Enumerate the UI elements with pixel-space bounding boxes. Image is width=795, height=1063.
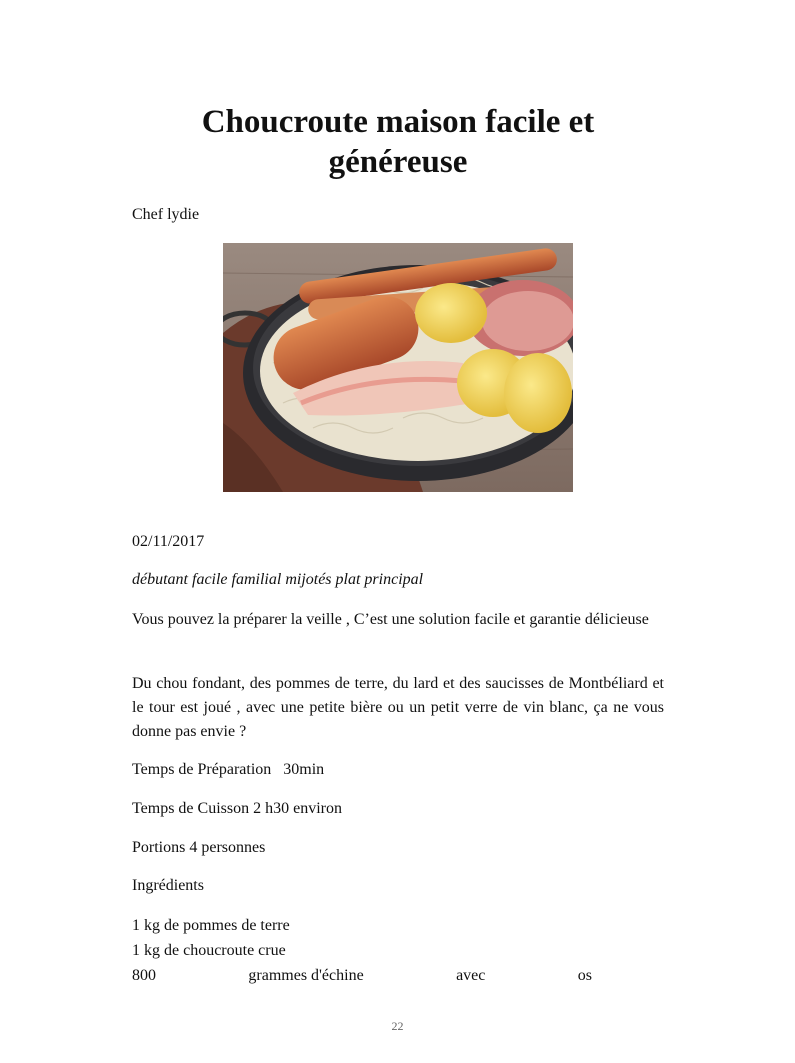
dish-photo bbox=[223, 243, 573, 492]
ingredient-item bbox=[132, 967, 592, 985]
page-number: 22 bbox=[391, 1019, 404, 1033]
ingredient-item: 1 kg de pommes de terre bbox=[132, 917, 290, 934]
recipe-tags: débutant facile familial mijotés plat principal bbox=[132, 571, 424, 588]
ingredients-heading: Ingrédients bbox=[132, 877, 204, 894]
intro-paragraph: Vous pouvez la préparer la veille , C’est une solution facile et garantie délicieuse bbox=[132, 611, 649, 628]
description-paragraph: Du chou fondant, des pommes de terre, du lard et des saucisses de Montbéliard et le tour est joué , avec une petite bière ou un petit verre de vin blanc, ça ne vous donne pas envie ? bbox=[132, 675, 664, 740]
ingredient-word: avec bbox=[456, 967, 486, 984]
prep-time: Temps de Préparation 30min bbox=[132, 761, 325, 778]
ingredient-word: os bbox=[577, 967, 592, 984]
ingredient-word: grammes d'échine bbox=[248, 967, 364, 984]
ingredient-item: 1 kg de choucroute crue bbox=[132, 942, 286, 959]
cook-time: Temps de Cuisson 2 h30 environ bbox=[132, 800, 342, 817]
ingredient-word: 800 bbox=[132, 967, 156, 984]
page-title: Choucroute maison facile et généreuse bbox=[201, 104, 595, 180]
portions: Portions 4 personnes bbox=[132, 839, 266, 856]
publish-date: 02/11/2017 bbox=[132, 533, 205, 550]
author: Chef lydie bbox=[132, 206, 200, 223]
